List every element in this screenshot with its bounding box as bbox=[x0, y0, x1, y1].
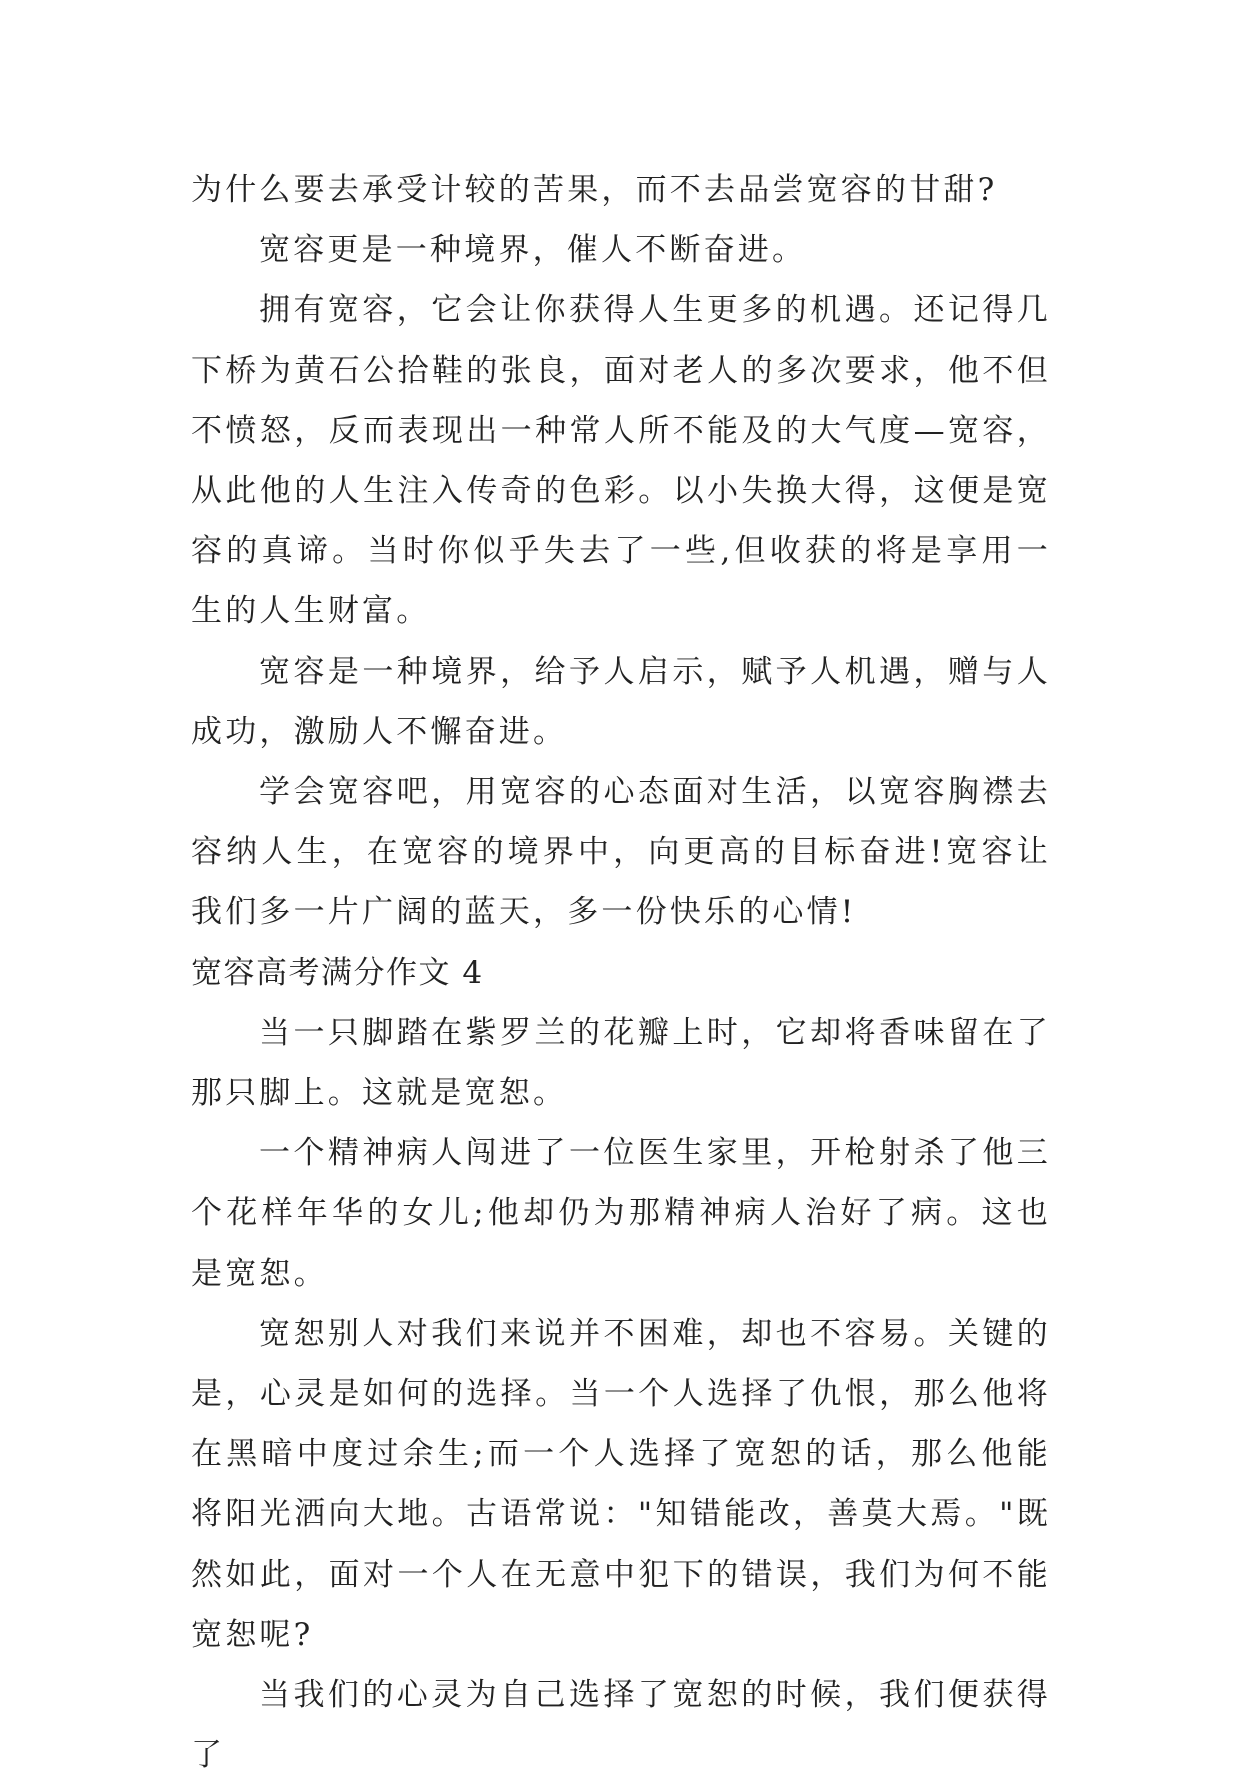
paragraph: 宽恕别人对我们来说并不困难，却也不容易。关键的是，心灵是如何的选择。当一个人选择了仇恨，那么他将在黑暗中度过余生;而一个人选择了宽恕的话，那么他能将阳光洒向大地。古语常说："知错能改，善莫大焉。"既然如此，面对一个人在无意中犯下的错误，我们为何不能宽恕呢? bbox=[191, 1315, 1051, 1653]
document-body bbox=[191, 160, 1051, 1785]
paragraph: 当我们的心灵为自己选择了宽恕的时候，我们便获得了 bbox=[191, 1677, 1051, 1774]
paragraph: 一个精神病人闯进了一位医生家里，开枪射杀了他三个花样年华的女儿;他却仍为那精神病人治好了病。这也是宽恕。 bbox=[191, 1135, 1051, 1292]
paragraph: 拥有宽容，它会让你获得人生更多的机遇。还记得几下桥为黄石公拾鞋的张良，面对老人的多次要求，他不但不愤怒，反而表现出一种常人所不能及的大气度—宽容，从此他的人生注入传奇的色彩。以小失换大得，这便是宽容的真谛。当时你似乎失去了一些,但收获的将是享用一生的人生财富。 bbox=[191, 292, 1051, 630]
paragraph: 宽容更是一种境界，催人不断奋进。 bbox=[259, 232, 807, 269]
paragraph: 为什么要去承受计较的苦果，而不去品尝宽容的甘甜? bbox=[191, 172, 998, 208]
paragraph: 宽容是一种境界，给予人启示，赋予人机遇，赠与人成功，激励人不懈奋进。 bbox=[191, 653, 1051, 750]
section-heading: 宽容高考满分作文 4 bbox=[191, 954, 484, 991]
paragraph: 学会宽容吧，用宽容的心态面对生活，以宽容胸襟去容纳人生，在宽容的境界中，向更高的目标奋进!宽容让我们多一片广阔的蓝天，多一份快乐的心情! bbox=[191, 774, 1051, 931]
paragraph: 当一只脚踏在紫罗兰的花瓣上时，它却将香味留在了那只脚上。这就是宽恕。 bbox=[191, 1014, 1051, 1112]
